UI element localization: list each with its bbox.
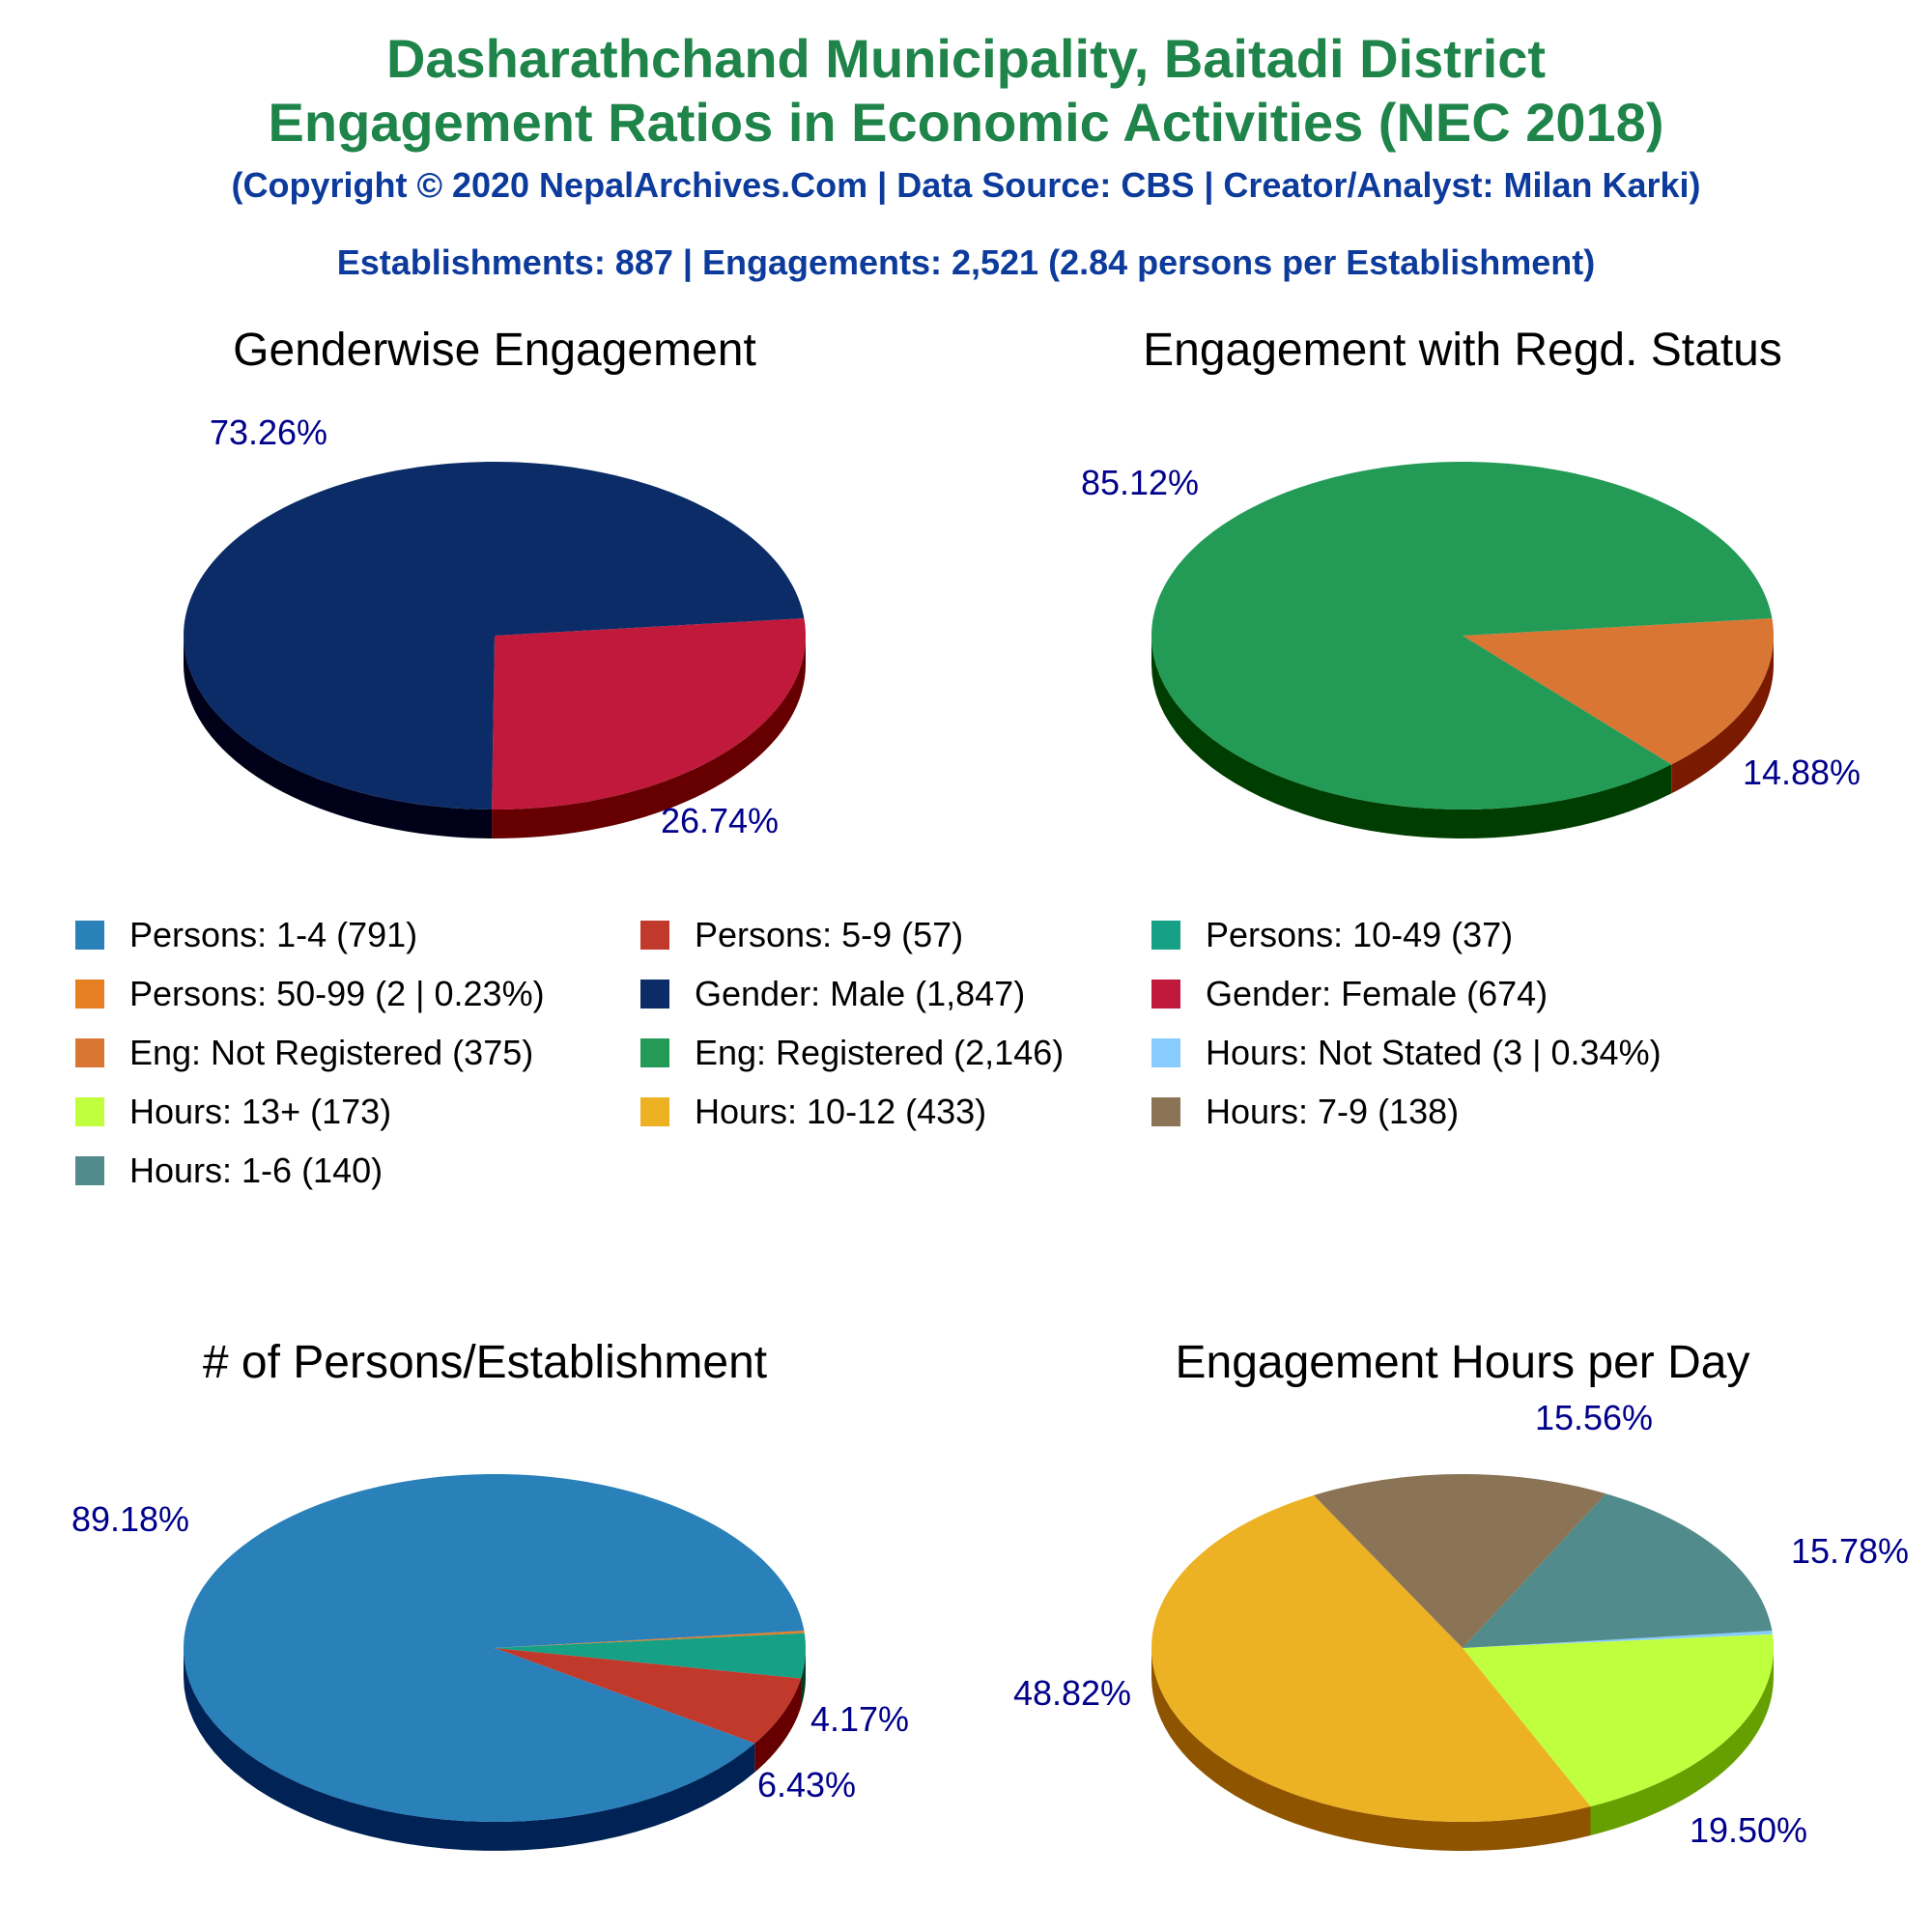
slice-percent-label: 15.78% xyxy=(1790,1531,1910,1571)
gender-pie-chart xyxy=(184,325,806,840)
legend-item xyxy=(75,1029,533,1077)
legend-swatch xyxy=(75,921,104,950)
summary-line: Establishments: 887 | Engagements: 2,521 (2.84 persons per Establishment) xyxy=(336,242,1596,282)
legend-label: Hours: 13+ (173) xyxy=(129,1092,392,1131)
slice-percent-label: 6.43% xyxy=(756,1765,857,1804)
slice-percent-label: 48.82% xyxy=(1012,1673,1132,1713)
pie-top-faces xyxy=(1151,462,1774,810)
legend-item xyxy=(640,970,1025,1018)
legend-item xyxy=(1151,1088,1459,1136)
chart-title: Engagement Hours per Day xyxy=(1175,1337,1750,1388)
legend-label: Persons: 1-4 (791) xyxy=(129,915,418,954)
engagement-hours-pie-chart xyxy=(1013,1337,1909,1851)
pie-top-faces xyxy=(184,1474,806,1822)
slice-percent-label: 26.74% xyxy=(660,801,780,840)
registration-pie-chart xyxy=(1081,325,1861,838)
legend-swatch xyxy=(1151,1038,1180,1067)
copyright-line: (Copyright © 2020 NepalArchives.Com | Data Source: CBS | Creator/Analyst: Milan Karki) xyxy=(231,165,1701,205)
legend-swatch xyxy=(75,1097,104,1126)
legend-item xyxy=(75,970,545,1018)
legend-label: Gender: Male (1,847) xyxy=(695,974,1026,1013)
legend-label: Eng: Registered (2,146) xyxy=(695,1033,1065,1072)
chart-title: # of Persons/Establishment xyxy=(202,1337,768,1388)
legend-swatch xyxy=(640,1097,669,1126)
legend-label: Hours: 1-6 (140) xyxy=(129,1151,384,1190)
chart-title: Genderwise Engagement xyxy=(233,325,756,376)
slice-percent-label: 85.12% xyxy=(1080,463,1200,502)
legend-label: Hours: 7-9 (138) xyxy=(1206,1092,1460,1131)
pie-top-faces xyxy=(1151,1474,1774,1822)
legend-item xyxy=(75,1147,383,1195)
legend-swatch xyxy=(640,921,669,950)
legend-swatch xyxy=(75,1038,104,1067)
slice-percent-label: 19.50% xyxy=(1689,1810,1808,1850)
main-title-line-1: Dasharathchand Municipality, Baitadi District xyxy=(385,28,1547,89)
legend-item xyxy=(640,1088,986,1136)
pie-slice xyxy=(492,618,806,810)
legend-label: Eng: Not Registered (375) xyxy=(129,1033,534,1072)
legend-item xyxy=(1151,970,1548,1018)
legend-item xyxy=(1151,911,1513,959)
legend-item xyxy=(640,911,963,959)
legend-item xyxy=(1151,1029,1662,1077)
slice-percent-label: 14.88% xyxy=(1742,753,1861,792)
legend-label: Persons: 50-99 (2 | 0.23%) xyxy=(129,974,545,1013)
legend-swatch xyxy=(75,1156,104,1185)
legend-swatch xyxy=(75,980,104,1009)
legend-label: Hours: 10-12 (433) xyxy=(695,1092,987,1131)
legend-label: Hours: Not Stated (3 | 0.34%) xyxy=(1206,1033,1662,1072)
slice-percent-label: 89.18% xyxy=(71,1499,190,1539)
main-title-line-2: Engagement Ratios in Economic Activities (NEC 2018) xyxy=(268,92,1664,153)
legend-swatch xyxy=(1151,1097,1180,1126)
persons-per-establishment-pie-chart xyxy=(71,1337,909,1851)
chart-title: Engagement with Regd. Status xyxy=(1143,325,1782,376)
legend-swatch xyxy=(640,1038,669,1067)
legend-label: Persons: 10-49 (37) xyxy=(1206,915,1514,954)
pie-top-faces xyxy=(184,462,806,810)
legend-label: Gender: Female (674) xyxy=(1206,974,1548,1013)
legend-item xyxy=(640,1029,1064,1077)
legend-label: Persons: 5-9 (57) xyxy=(695,915,964,954)
legend-swatch xyxy=(1151,980,1180,1009)
legend-swatch xyxy=(1151,921,1180,950)
legend-item xyxy=(75,911,417,959)
legend-swatch xyxy=(640,980,669,1009)
slice-percent-label: 4.17% xyxy=(810,1699,910,1739)
slice-percent-label: 15.56% xyxy=(1534,1398,1654,1437)
slice-percent-label: 73.26% xyxy=(209,412,328,452)
legend-item xyxy=(75,1088,391,1136)
